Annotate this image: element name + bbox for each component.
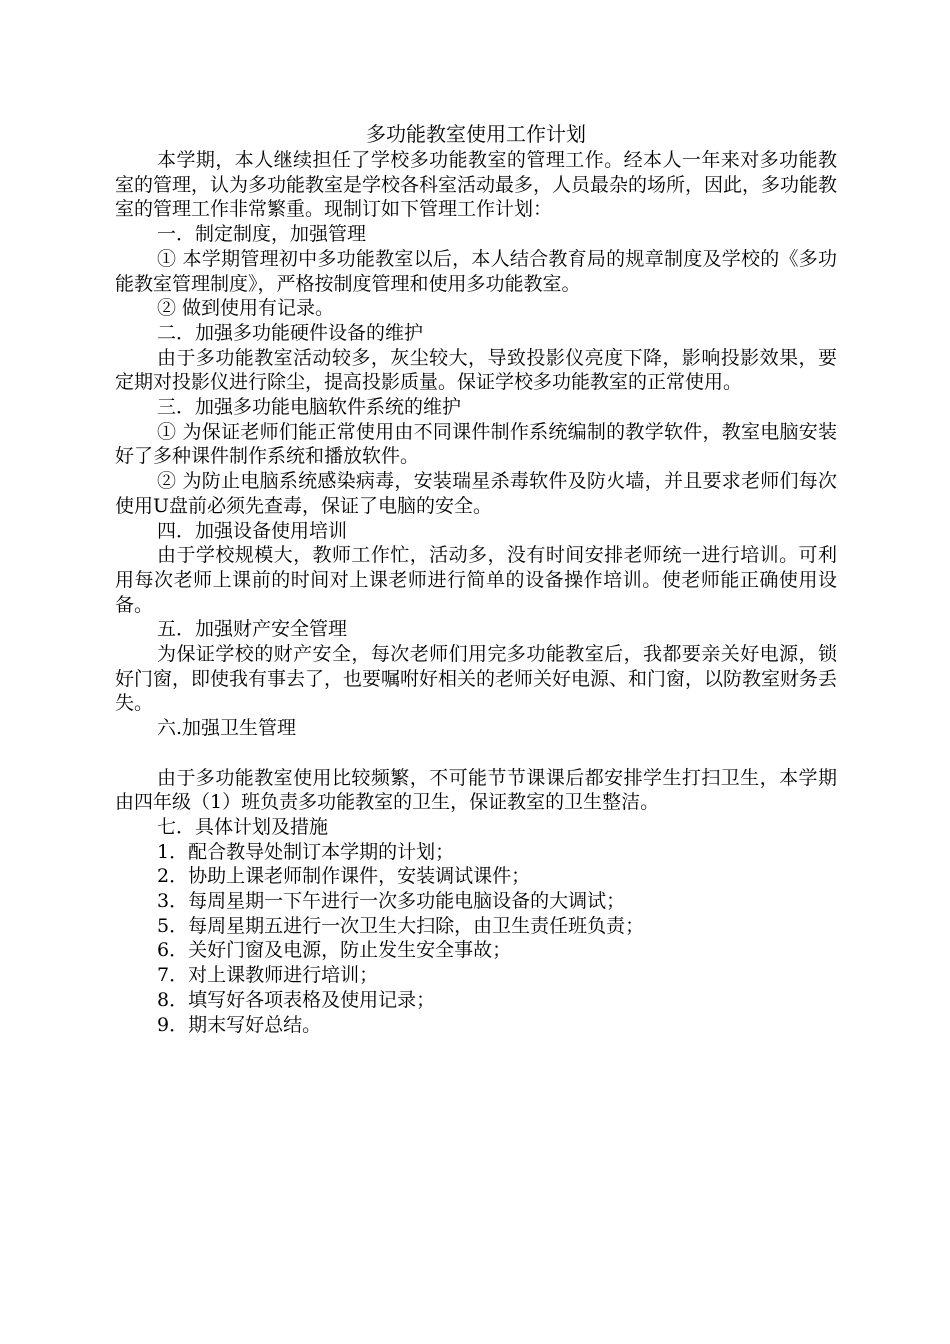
section-6-heading: 六.加强卫生管理 [157, 717, 297, 740]
section-1-paragraph-1: ① 本学期管理初中多功能教室以后，本人结合教育局的规章制度及学校的《多功能教室管理制度》，严格按制度管理和使用多功能教室。 [115, 247, 837, 295]
section-1-heading: 一．制定制度，加强管理 [157, 223, 367, 246]
list-item: 5．每周星期五进行一次卫生大扫除，由卫生责任班负责； [157, 914, 645, 937]
document-page [115, 120, 837, 1037]
document-title: 多功能教室使用工作计划 [366, 122, 586, 146]
section-4-paragraph-1: 由于学校规模大，教师工作忙，活动多，没有时间安排老师统一进行培训。可利用每次老师上课前的时间对上课老师进行简单的设备操作培训。使老师能正确使用设备。 [115, 544, 837, 616]
section-5-heading: 五．加强财产安全管理 [157, 618, 348, 641]
intro-paragraph: 本学期，本人继续担任了学校多功能教室的管理工作。经本人一年来对多功能教室的管理，认为多功能教室是学校各科室活动最多，人员最杂的场所，因此，多功能教室的管理工作非常繁重。现制订如下管理工作计划： [115, 149, 838, 221]
list-item: 2．协助上课老师制作课件，安装调试课件； [157, 865, 531, 888]
section-2-paragraph-1: 由于多功能教室活动较多，灰尘较大，导致投影仪亮度下降，影响投影效果，要定期对投影仪进行除尘，提高投影质量。保证学校多功能教室的正常使用。 [115, 346, 837, 394]
list-item: 9．期末写好总结。 [157, 1013, 322, 1036]
section-3-paragraph-2: ② 为防止电脑系统感染病毒，安装瑞星杀毒软件及防火墙，并且要求老师们每次使用U盘前必须先查毒，保证了电脑的安全。 [115, 470, 837, 517]
section-3-paragraph-1: ① 为保证老师们能正常使用由不同课件制作系统编制的教学软件，教室电脑安装好了多种课件制作系统和播放软件。 [115, 420, 837, 468]
list-item: 3．每周星期一下午进行一次多功能电脑设备的大调试； [157, 890, 626, 913]
list-item: 6．关好门窗及电源，防止发生安全事故； [157, 939, 512, 962]
blank-line [115, 741, 837, 766]
section-1-paragraph-2: ② 做到使用有记录。 [157, 297, 335, 320]
section-3-heading: 三．加强多功能电脑软件系统的维护 [157, 396, 462, 419]
section-6-paragraph-1: 由于多功能教室使用比较频繁，不可能节节课课后都安排学生打扫卫生，本学期由四年级（1）班负责多功能教室的卫生，保证教室的卫生整洁。 [115, 766, 837, 814]
plan-list [115, 840, 837, 1038]
list-item: 1．配合教导处制订本学期的计划； [157, 840, 455, 863]
section-5-paragraph-1: 为保证学校的财产安全，每次老师们用完多功能教室后，我都要亲关好电源，锁好门窗，即使我有事去了，也要嘱咐好相关的老师关好电源、和门窗，以防教室财务丢失。 [115, 643, 838, 715]
section-7-heading: 七．具体计划及措施 [157, 815, 329, 838]
list-item: 8．填写好各项表格及使用记录； [157, 988, 436, 1011]
list-item: 7．对上课教师进行培训； [157, 964, 379, 987]
section-4-heading: 四．加强设备使用培训 [157, 519, 348, 542]
section-2-heading: 二．加强多功能硬件设备的维护 [157, 321, 424, 344]
